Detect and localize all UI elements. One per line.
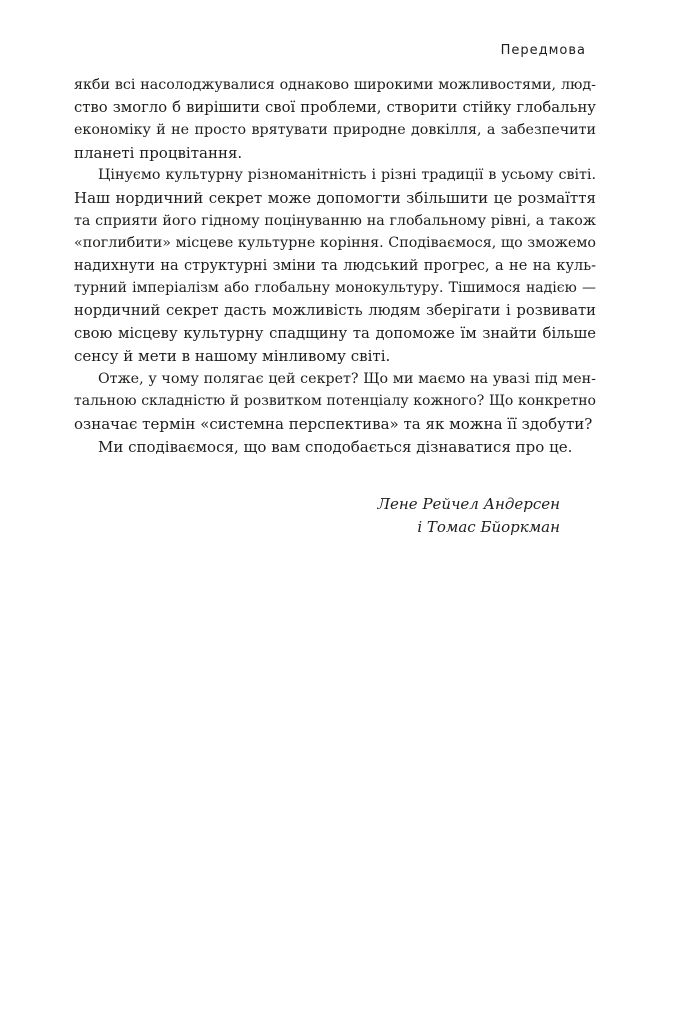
text-line: та сприяти його гідному поцінуванню на глобальному рівні, а також <box>74 212 596 229</box>
running-header: Передмова <box>500 43 586 58</box>
signature-author-1: Лене Рейчел Андерсен <box>377 495 560 513</box>
text-line: «поглибити» місцеве культурне коріння. Сподіваємося, що зможемо <box>74 235 596 252</box>
paragraph-2 <box>74 164 596 367</box>
text-line: тальною складністю й розвитком потенціалу кожного? Що конкретно <box>74 393 596 410</box>
signature-author-2: і Томас Бйоркман <box>417 517 560 536</box>
text-line: свою місцеву культурну спадщину та допоможе їм знайти більше <box>74 324 596 342</box>
text-line: сенсу й мети в нашому мінливому світі. <box>74 347 391 366</box>
paragraph-4 <box>74 436 596 459</box>
text-line: нордичний секрет дасть можливість людям зберігати і розвивати <box>74 301 596 319</box>
body-text <box>74 74 596 458</box>
text-line: надихнути на структурні зміни та людський прогрес, а не на куль- <box>74 257 596 274</box>
text-line: ство змогло б вирішити свої проблеми, створити стійку глобальну <box>74 98 596 116</box>
text-line: Отже, у чому полягає цей секрет? Що ми маємо на увазі під мен- <box>98 370 596 387</box>
signature <box>378 493 560 538</box>
text-line: означає термін «системна перспектива» та як можна її здобути? <box>74 414 593 433</box>
text-line: планеті процвітання. <box>74 143 243 162</box>
text-line: турний імперіалізм або глобальну монокультуру. Тішимося надією — <box>74 280 596 297</box>
paragraph-3 <box>74 368 596 436</box>
text-line: Ми сподіваємося, що вам сподобається дізнаватися про це. <box>98 437 573 456</box>
text-line: Цінуємо культурну різноманітність і різні традиції в усьому світі. <box>98 167 596 184</box>
text-line: економіку й не просто врятувати природне довкілля, а забезпечити <box>74 122 596 139</box>
paragraph-1 <box>74 74 596 164</box>
text-line: Наш нордичний секрет може допомогти збільшити це розмаїття <box>74 188 596 207</box>
text-line: якби всі насолоджувалися однаково широкими можливостями, люд- <box>74 77 596 93</box>
